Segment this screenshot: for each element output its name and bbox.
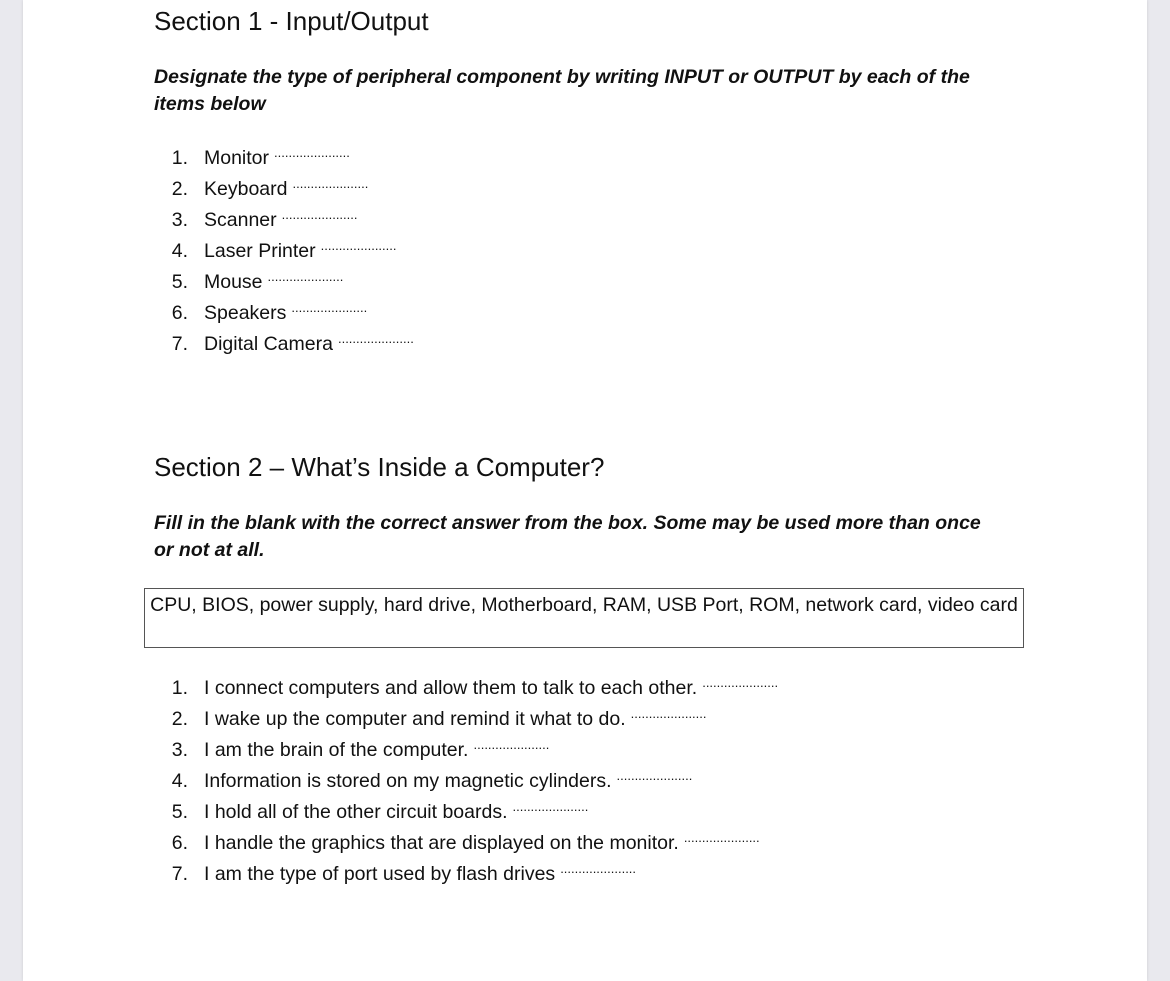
item-number: 1. xyxy=(171,677,188,699)
item-number: 4. xyxy=(171,770,188,792)
list-item xyxy=(154,704,1034,735)
answer-blank: ..................... xyxy=(267,269,344,284)
item-number: 7. xyxy=(171,863,188,885)
item-text: I handle the graphics that are displayed on the monitor. xyxy=(204,832,679,854)
list-item xyxy=(154,735,1034,766)
list-item xyxy=(154,205,1034,236)
section-1-instructions: Designate the type of peripheral component by writing INPUT or OUTPUT by each of the items below xyxy=(154,66,970,115)
item-text: I connect computers and allow them to talk to each other. xyxy=(204,677,698,699)
item-text: I wake up the computer and remind it what to do. xyxy=(204,708,626,730)
list-item xyxy=(154,673,1034,704)
answer-blank: ..................... xyxy=(281,207,358,222)
section-1-title: Section 1 - Input/Output xyxy=(154,6,429,36)
word-bank-box: CPU, BIOS, power supply, hard drive, Motherboard, RAM, USB Port, ROM, network card, video card xyxy=(144,588,1024,648)
answer-blank: ..................... xyxy=(337,331,414,346)
item-text: I am the type of port used by flash drives xyxy=(204,863,556,885)
answer-blank: ..................... xyxy=(616,768,693,783)
answer-blank: ..................... xyxy=(291,300,368,315)
answer-blank: ..................... xyxy=(560,861,637,876)
item-text: Scanner xyxy=(204,209,277,231)
item-text: I hold all of the other circuit boards. xyxy=(204,801,508,823)
item-text: Monitor xyxy=(204,147,270,169)
answer-blank: ..................... xyxy=(512,799,589,814)
list-item xyxy=(154,267,1034,298)
item-number: 3. xyxy=(171,739,188,761)
list-item xyxy=(154,298,1034,329)
section-2-instructions: Fill in the blank with the correct answer from the box. Some may be used more than once or not at all. xyxy=(154,512,981,561)
document-page xyxy=(23,0,1147,981)
list-item xyxy=(154,766,1034,797)
item-number: 6. xyxy=(171,832,188,854)
answer-blank: ..................... xyxy=(292,176,369,191)
section-2-list xyxy=(154,673,1034,890)
item-number: 3. xyxy=(171,209,188,231)
section-2-title: Section 2 – What’s Inside a Computer? xyxy=(154,452,605,482)
item-number: 7. xyxy=(171,333,188,355)
item-number: 6. xyxy=(171,302,188,324)
answer-blank: ..................... xyxy=(683,830,760,845)
item-text: Information is stored on my magnetic cylinders. xyxy=(204,770,612,792)
item-number: 1. xyxy=(171,147,188,169)
item-text: Mouse xyxy=(204,271,263,293)
list-item xyxy=(154,329,1034,360)
answer-blank: ..................... xyxy=(274,145,350,160)
item-number: 4. xyxy=(171,240,188,262)
item-text: I am the brain of the computer. xyxy=(204,739,469,761)
answer-blank: ..................... xyxy=(320,238,397,253)
answer-blank: ..................... xyxy=(702,675,779,690)
section-1-list xyxy=(154,143,1034,360)
item-text: Laser Printer xyxy=(204,240,316,262)
list-item xyxy=(154,797,1034,828)
item-number: 2. xyxy=(171,178,188,200)
item-text: Speakers xyxy=(204,302,287,324)
answer-blank: ..................... xyxy=(630,706,707,721)
answer-blank: ..................... xyxy=(473,737,550,752)
list-item xyxy=(154,143,1034,174)
item-text: Keyboard xyxy=(204,178,288,200)
item-text: Digital Camera xyxy=(204,333,333,355)
item-number: 5. xyxy=(171,271,188,293)
item-number: 5. xyxy=(171,801,188,823)
list-item xyxy=(154,859,1034,890)
item-number: 2. xyxy=(171,708,188,730)
